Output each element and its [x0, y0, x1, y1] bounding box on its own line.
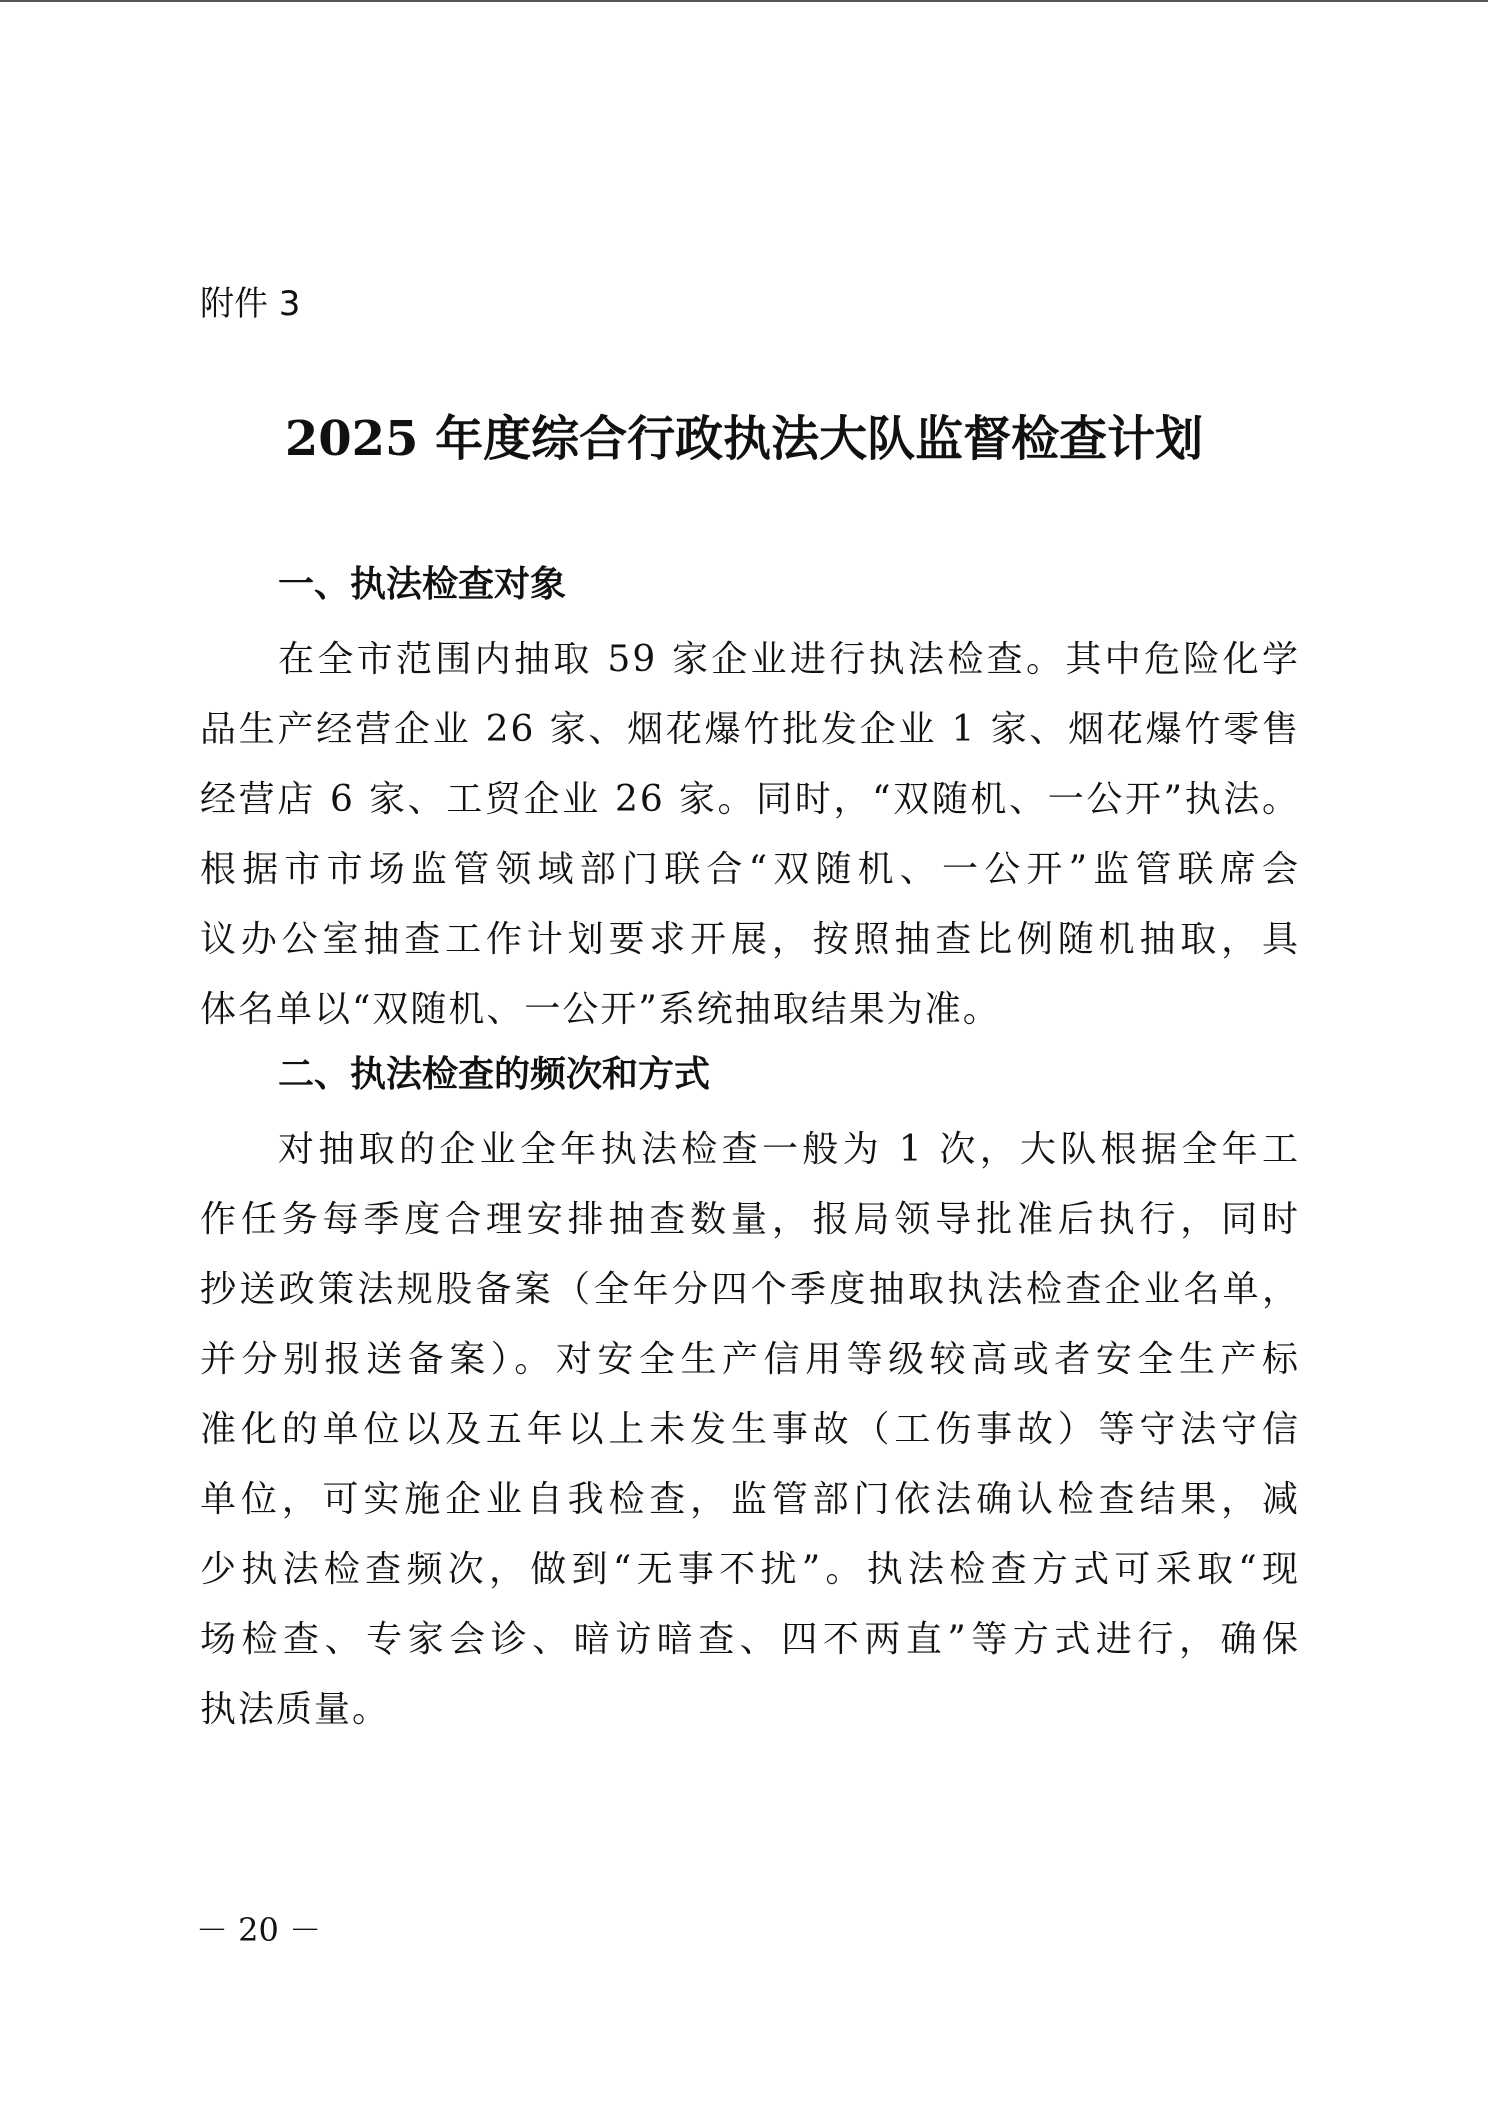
section-heading-frequency-and-methods: 二、执法检查的频次和方式 [278, 1054, 711, 1095]
page-number: － 20 － [196, 1911, 322, 1949]
attachment-label: 附件 3 [200, 284, 301, 324]
paragraph-line: 经营店 6 家、工贸企业 26 家。同时，“双随机、一公开”执法。 [200, 779, 1300, 820]
paragraph-line: 准化的单位以及五年以上未发生事故（工伤事故）等守法守信 [200, 1409, 1300, 1450]
section-heading-inspection-targets: 一、执法检查对象 [278, 564, 567, 605]
paragraph-line: 抄送政策法规股备案（全年分四个季度抽取执法检查企业名单， [200, 1269, 1300, 1310]
paragraph-line: 作任务每季度合理安排抽查数量，报局领导批准后执行，同时 [200, 1199, 1300, 1240]
paragraph-line: 根据市市场监管领域部门联合“双随机、一公开”监管联席会 [200, 849, 1300, 890]
paragraph-line: 在全市范围内抽取 59 家企业进行执法检查。其中危险化学 [278, 639, 1300, 680]
top-border-line [0, 0, 1488, 2]
section-body-inspection-targets [200, 625, 1300, 1045]
paragraph-line: 对抽取的企业全年执法检查一般为 1 次，大队根据全年工 [278, 1129, 1300, 1170]
paragraph-line: 体名单以“双随机、一公开”系统抽取结果为准。 [200, 989, 1001, 1030]
paragraph-line: 议办公室抽查工作计划要求开展，按照抽查比例随机抽取，具 [200, 919, 1300, 960]
paragraph-line: 场检查、专家会诊、暗访暗查、四不两直”等方式进行，确保 [200, 1619, 1300, 1660]
paragraph-line: 并分别报送备案）。对安全生产信用等级较高或者安全生产标 [200, 1339, 1300, 1380]
document-title: 2025 年度综合行政执法大队监督检查计划 [284, 411, 1204, 467]
paragraph-line: 执法质量。 [200, 1689, 391, 1730]
section-body-frequency-and-methods [200, 1115, 1300, 1745]
paragraph-line: 少执法检查频次，做到“无事不扰”。执法检查方式可采取“现 [200, 1549, 1300, 1590]
paragraph-line: 品生产经营企业 26 家、烟花爆竹批发企业 1 家、烟花爆竹零售 [200, 709, 1300, 750]
paragraph-line: 单位，可实施企业自我检查，监管部门依法确认检查结果，减 [200, 1479, 1300, 1520]
